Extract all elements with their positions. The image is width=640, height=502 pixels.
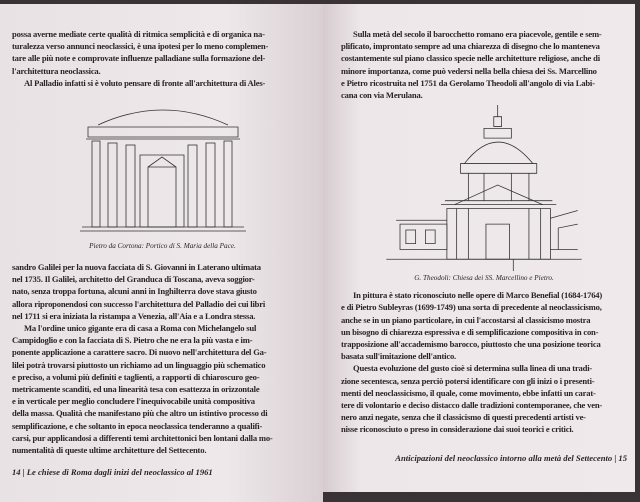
text-line: nero anzi negate, senza che il classicismo di questi precedenti artisti ve- [341,412,586,423]
text-line: della massa. Qualità che manifestano più che altro un istintivo processo di [12,408,268,419]
text-line: In pittura è stato riconosciuto nelle opere di Marco Benefial (1684-1764) [353,290,603,301]
text-line: Questa evoluzione del gusto cioè si determina sulla linea di una tradi- [353,363,593,374]
text-line: minore importanza, come può vedersi nella bella chiesa dei Ss. Marcellino [341,65,597,76]
left-paragraph-1 [12,28,313,89]
text-line: semplificazione, e che soltanto in epoca neoclassica tenderanno a qualifi- [12,420,263,431]
text-line: basata sull'imitazione dell'antico. [341,351,456,362]
text-line: plificato, improntato sempre ad una chiarezza di disegno che lo manteneva [341,41,600,52]
portico-illustration [78,95,248,235]
text-line: e Pietro ricostruita nel 1751 da Gerolamo Theodoli all'angolo di via Labi- [341,77,595,88]
text-line: Al Palladio infatti si è voluto pensare di fronte all'architettura di Ales- [24,77,266,88]
text-line: nato, senza troppa fortuna, alcuni anni in Inghilterra dove stava giusto [12,286,257,297]
text-line: costantemente sul piano classico specie nelle architetture religiose, anche di [341,53,600,64]
text-line: nel 1735. Il Galilei, architetto del Granduca di Toscana, aveva soggior- [12,274,255,285]
text-line: e preciso, a volumi più definiti e taglienti, a rapporti di chiaroscuro geo- [12,371,260,382]
text-line: lilei potrà trovarsi piuttosto un richiamo ad un linguaggio più schematico [12,359,266,370]
text-line: tare alle più note e comprovate influenze palladiane sulla formazione del- [12,53,266,64]
text-line: un bisogno di chiarezza espressiva e di semplificazione compositiva in con- [341,326,599,337]
text-line: menti del neoclassicismo, il quale, come movimento, ebbe infatti un carat- [341,387,596,398]
right-figure-caption: G. Theodoli: Chiesa dei SS. Marcellino e Pietro. [414,274,554,283]
text-line: metricamente scanditi, ed una linearità tesa con esattezza in orizzontale [12,384,260,395]
text-line: Campidoglio e con la facciata di S. Pietro che ne era la più vasta e im- [12,335,253,346]
text-line: nisse riconosciuto o preso in considerazione dai suoi teorici e critici. [341,424,574,435]
right-footer: Anticipazioni del neoclassico intorno alla metà del Settecento | 15 [395,453,627,463]
text-line: anche se in un piano particolare, in cui l'accostarsi al classicismo mostra [341,314,591,325]
text-line: numentalità di queste ultime architetture del Settecento. [12,445,207,456]
text-line: e di Pietro Subleyras (1699-1749) una sorta di precedente al neoclassicismo, [341,302,602,313]
left-page [0,4,323,502]
right-paragraph-1 [341,28,627,101]
text-line: Sulla metà del secolo il barocchetto romano era piacevole, gentile e sem- [353,29,602,39]
text-line: cana con via Merulana. [341,90,423,101]
text-line: Ma l'ordine unico gigante era di casa a Roma con Michelangelo sul [24,323,257,334]
text-line: tere di volontario e deciso distacco dalle tradizioni contemporanee, che ven- [341,400,603,411]
text-line: carsi, pur applicandosi a differenti temi architettonici ben lontani dalla mo- [12,432,273,443]
church-illustration [384,103,584,271]
left-footer: 14 | Le chiese di Roma dagli inizi del neoclassico al 1961 [12,467,213,477]
text-line: allora riproponendosi con successo l'architettura del Palladio dei cui libri [12,298,266,309]
text-line: l'architettura neoclassica. [12,65,101,76]
left-paragraph-3 [12,261,313,456]
text-line: zione secentesca, senza perciò potersi identificare con gli inizi o i presenti- [341,375,595,386]
left-figure-caption: Pietro da Cortona: Portico di S. Maria della Pace. [89,242,236,251]
text-line: possa averne mediate certe qualità di ritmica semplicità e di organica na- [12,29,265,39]
text-line: turalezza verso annunci neoclassici, è una ipotesi per lo meno complemen- [12,41,269,52]
text-line: nel 1711 si era iniziata la ristampa a Venezia, all'Aia e a Londra stessa. [12,310,256,321]
text-line: e in verticale per meglio concludere l'inequivocabile unità compositiva [12,396,255,407]
right-paragraph-2 [341,289,627,435]
text-line: sandro Galilei per la nuova facciata di S. Giovanni in Laterano ultimata [12,262,261,273]
text-line: ponente applicazione a carattere sacro. Di nuovo nell'architettura del Ga- [12,347,267,358]
right-page [323,4,635,492]
text-line: trapposizione all'accademismo barocco, piuttosto che una posizione teorica [341,339,601,350]
